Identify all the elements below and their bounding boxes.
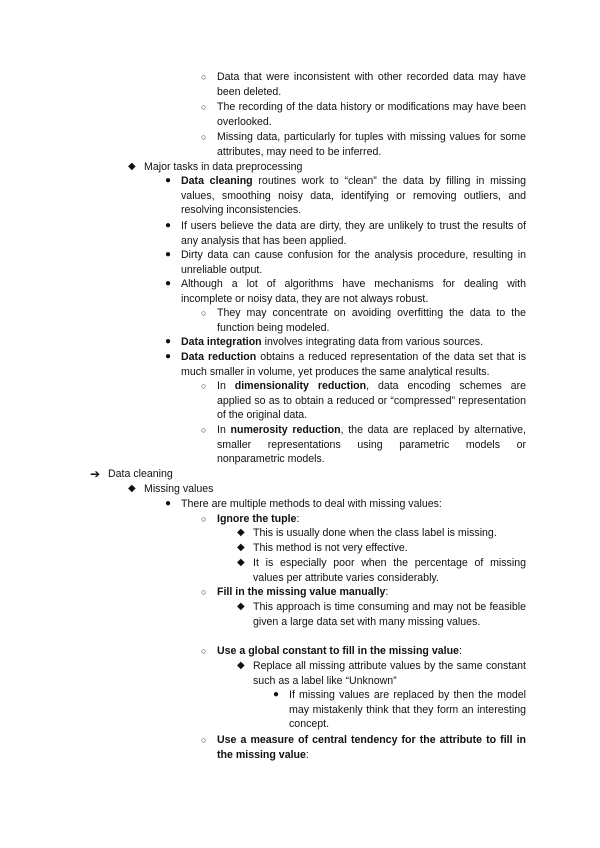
circle-bullet-icon: ○ bbox=[201, 735, 207, 745]
disc-bullet-icon: ● bbox=[165, 220, 172, 231]
disc-bullet-icon: ● bbox=[165, 336, 172, 347]
list-item: In dimensionality reduction, data encoding schemes are applied so as to obtain a reduced or “compressed” representation of the original data. bbox=[217, 380, 526, 422]
list-item: If missing values are replaced by then the model may mistakenly think that they form an interesting concept. bbox=[289, 689, 526, 731]
circle-bullet-icon: ○ bbox=[201, 587, 207, 597]
circle-bullet-icon: ○ bbox=[201, 72, 207, 82]
disc-bullet-icon: ● bbox=[165, 498, 172, 509]
list-item: Major tasks in data preprocessing bbox=[144, 161, 303, 173]
disc-bullet-icon: ● bbox=[165, 351, 172, 362]
diamond-bullet-icon: ◆ bbox=[237, 542, 245, 553]
list-item: Dirty data can cause confusion for the analysis procedure, resulting in unreliable output. bbox=[181, 249, 526, 276]
list-item: Use a measure of central tendency for the attribute to fill in the missing value: bbox=[217, 734, 526, 761]
diamond-bullet-icon: ◆ bbox=[237, 557, 245, 568]
diamond-bullet-icon: ◆ bbox=[237, 527, 245, 538]
list-item: Data cleaning routines work to “clean” the data by filling in missing values, smoothing noisy data, identifying or removing outliers, and resolving inconsistencies. bbox=[181, 175, 526, 217]
circle-bullet-icon: ○ bbox=[201, 132, 207, 142]
list-item: Ignore the tuple: bbox=[217, 513, 300, 525]
list-item: Although a lot of algorithms have mechanisms for dealing with incomplete or noisy data, they are not always robust. bbox=[181, 278, 526, 305]
list-item: It is especially poor when the percentage of missing values per attribute varies considerably. bbox=[253, 557, 526, 584]
disc-bullet-icon: ● bbox=[273, 689, 280, 700]
list-item: Missing values bbox=[144, 483, 214, 495]
list-item: Fill in the missing value manually: bbox=[217, 586, 389, 598]
list-item: Replace all missing attribute values by the same constant such as a label like “Unknown” bbox=[253, 660, 526, 687]
list-item: Data cleaning bbox=[108, 468, 173, 480]
disc-bullet-icon: ● bbox=[165, 249, 172, 260]
circle-bullet-icon: ○ bbox=[201, 102, 207, 112]
list-item: Data that were inconsistent with other recorded data may have been deleted. bbox=[217, 71, 526, 98]
diamond-bullet-icon: ◆ bbox=[128, 483, 136, 494]
circle-bullet-icon: ○ bbox=[201, 646, 207, 656]
list-item: The recording of the data history or modifications may have been overlooked. bbox=[217, 101, 526, 128]
diamond-bullet-icon: ◆ bbox=[237, 660, 245, 671]
circle-bullet-icon: ○ bbox=[201, 514, 207, 524]
list-item: Use a global constant to fill in the missing value: bbox=[217, 645, 462, 657]
circle-bullet-icon: ○ bbox=[201, 425, 207, 435]
list-item: Missing data, particularly for tuples with missing values for some attributes, may need to be inferred. bbox=[217, 131, 526, 158]
list-item: In numerosity reduction, the data are replaced by alternative, smaller representations using parametric models or nonparametric models. bbox=[217, 424, 526, 466]
list-item: Data integration involves integrating data from various sources. bbox=[181, 336, 484, 348]
disc-bullet-icon: ● bbox=[165, 175, 172, 186]
diamond-bullet-icon: ◆ bbox=[128, 161, 136, 172]
list-item: If users believe the data are dirty, they are unlikely to trust the results of any analysis that has been applied. bbox=[181, 220, 526, 247]
list-item: They may concentrate on avoiding overfitting the data to the function being modeled. bbox=[217, 307, 526, 334]
circle-bullet-icon: ○ bbox=[201, 381, 207, 391]
list-item: This method is not very effective. bbox=[253, 542, 408, 554]
list-item: This approach is time consuming and may not be feasible given a large data set with many missing values. bbox=[253, 601, 526, 628]
disc-bullet-icon: ● bbox=[165, 278, 172, 289]
list-item: Data reduction obtains a reduced representation of the data set that is much smaller in volume, yet produces the same analytical results. bbox=[181, 351, 526, 378]
diamond-bullet-icon: ◆ bbox=[237, 601, 245, 612]
list-item: This is usually done when the class label is missing. bbox=[253, 527, 497, 539]
arrow-bullet-icon: ➔ bbox=[90, 467, 101, 481]
circle-bullet-icon: ○ bbox=[201, 308, 207, 318]
list-item: There are multiple methods to deal with missing values: bbox=[181, 498, 442, 510]
